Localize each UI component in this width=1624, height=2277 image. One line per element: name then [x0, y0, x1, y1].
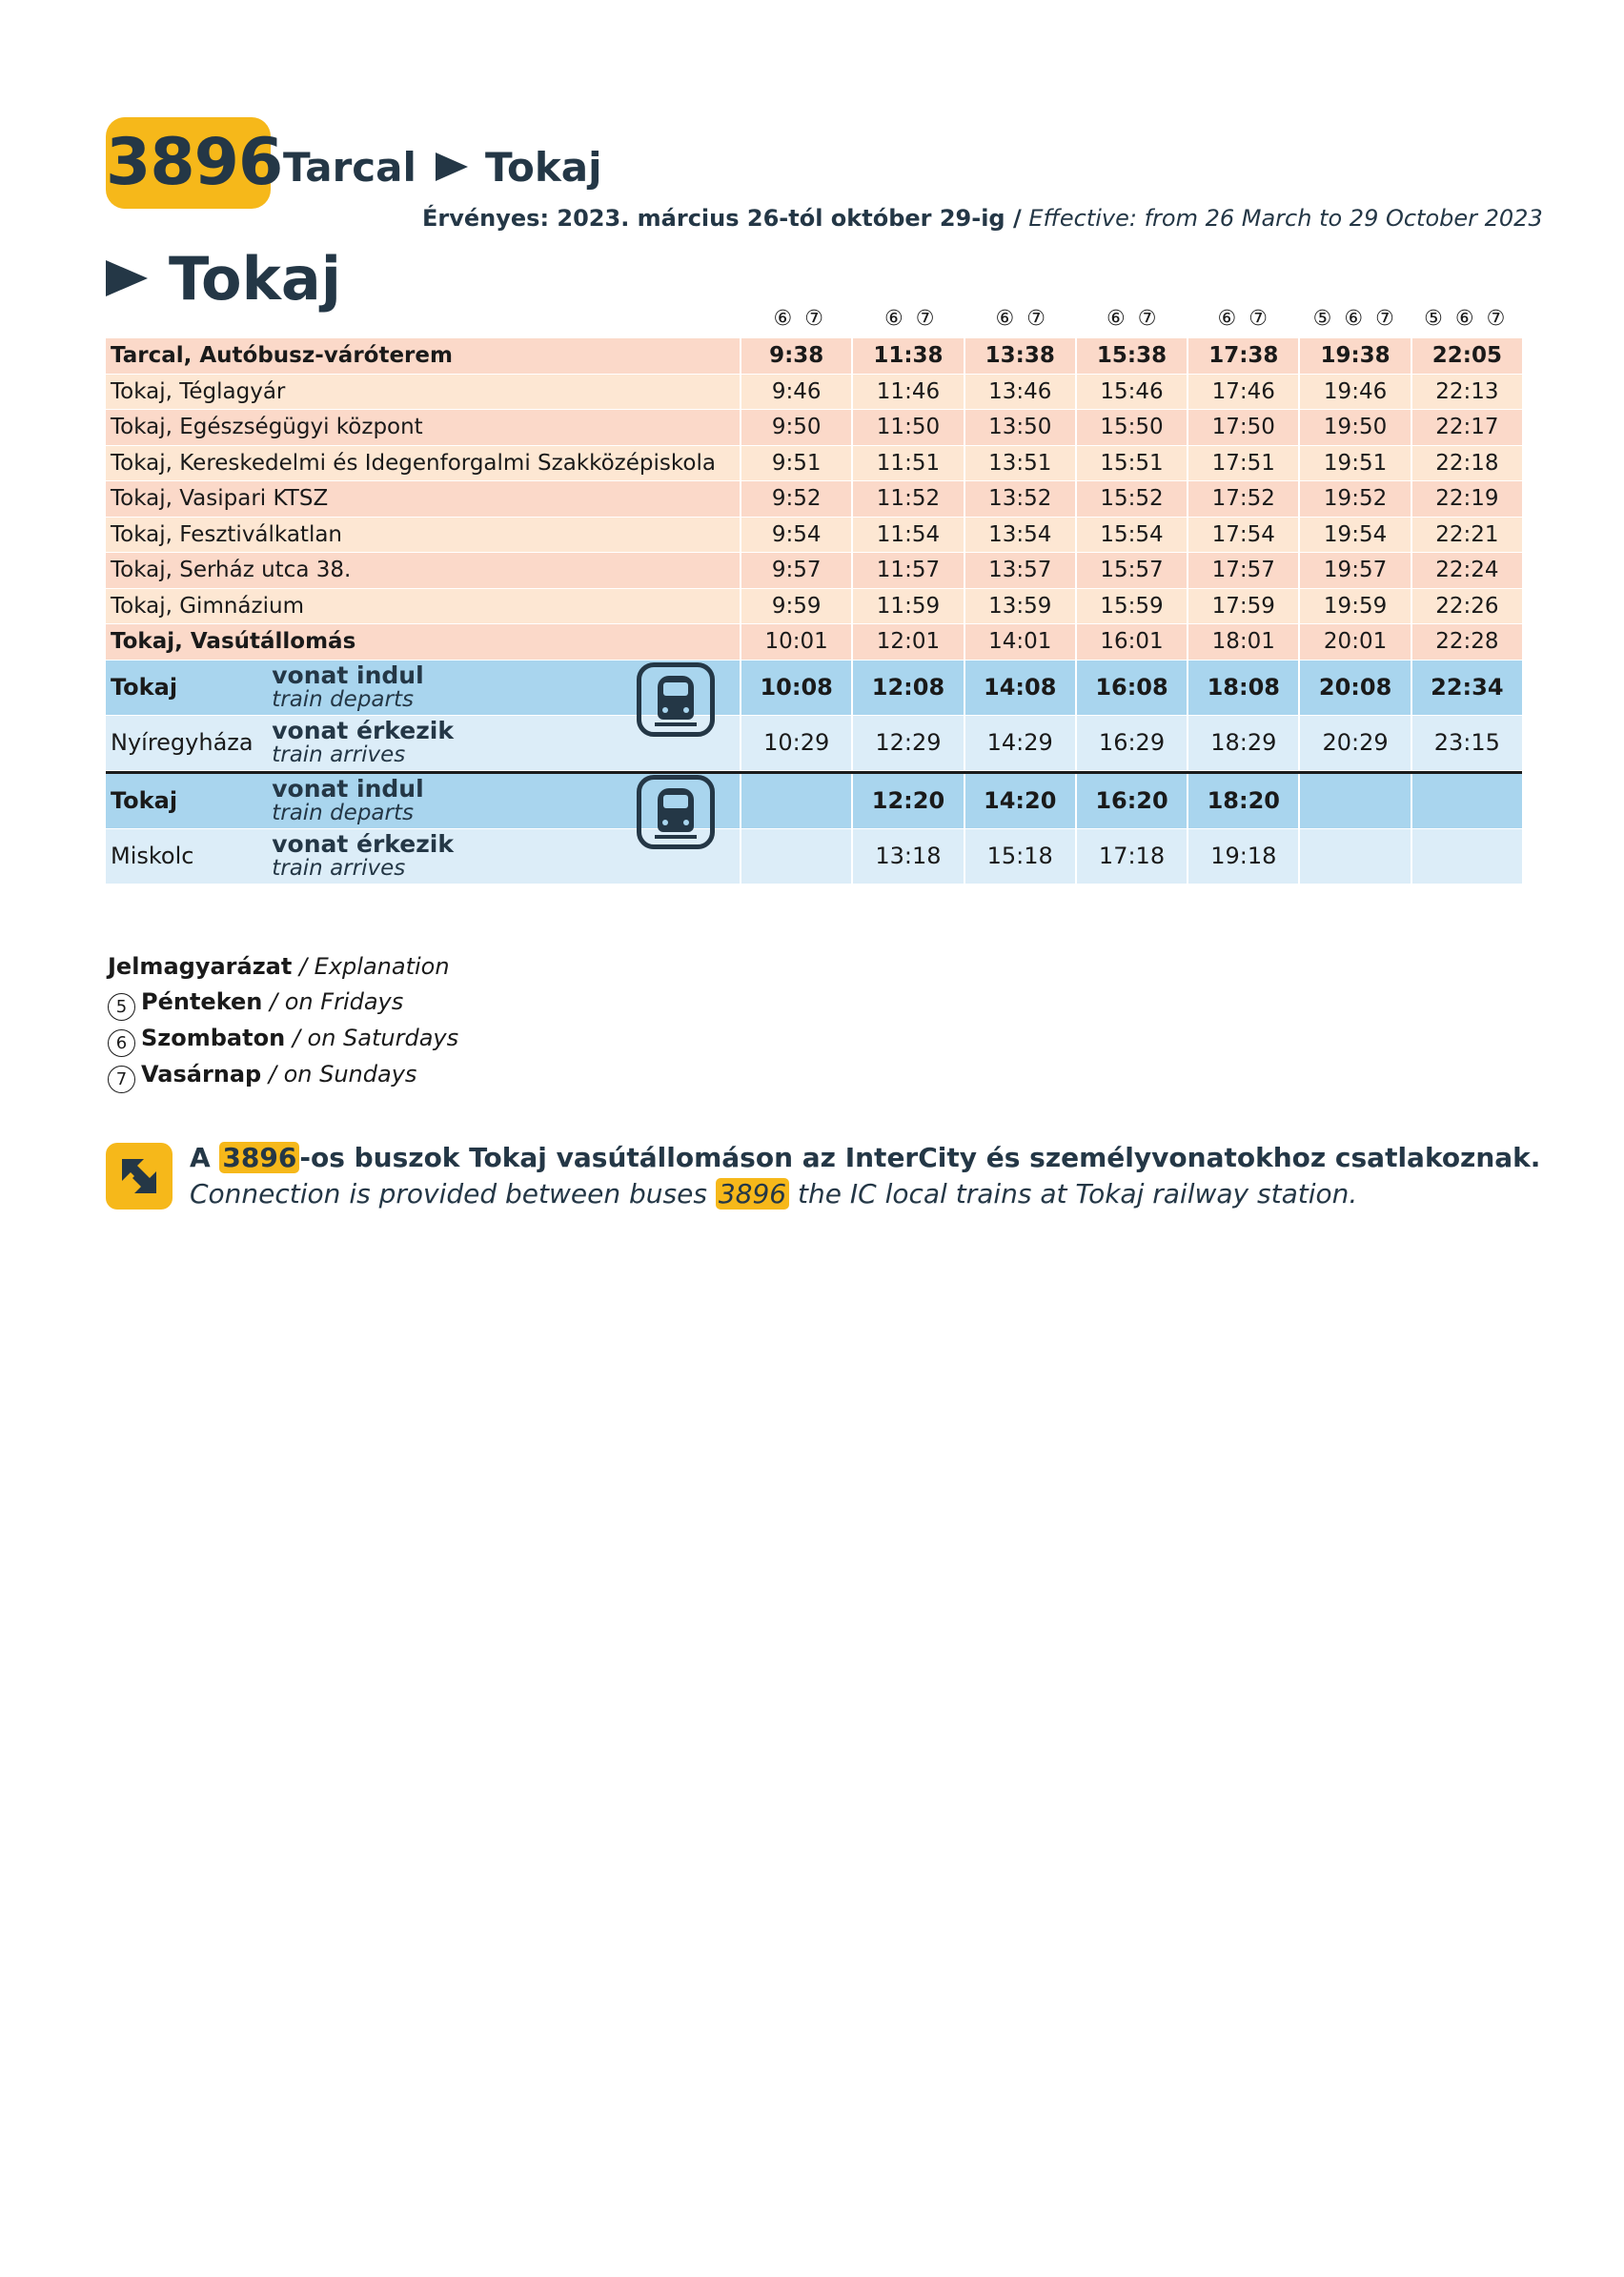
- departure-time: 19:57: [1298, 553, 1410, 588]
- train-time: [1298, 774, 1410, 828]
- departure-time: 17:51: [1187, 446, 1298, 481]
- departure-time: 19:59: [1298, 589, 1410, 624]
- train-time: 10:29: [740, 716, 851, 770]
- departure-time: 10:01: [740, 624, 851, 660]
- departure-time: 15:51: [1075, 446, 1187, 481]
- train-time: [1411, 774, 1522, 828]
- stop-name: Tokaj, Gimnázium: [111, 593, 304, 619]
- train-departs-label: vonat indul train departs: [272, 775, 424, 825]
- operating-days: ⑤ ⑥ ⑦: [1424, 307, 1509, 331]
- departure-time: 17:54: [1187, 518, 1298, 553]
- train-station: Tokaj: [111, 673, 178, 701]
- legend-item: 7 Vasárnap / on Sundays: [108, 1057, 458, 1093]
- departure-time: 19:38: [1298, 338, 1410, 374]
- train-time: 10:08: [740, 661, 851, 715]
- departure-time: 9:50: [740, 410, 851, 445]
- train-time: 20:29: [1298, 716, 1410, 770]
- departure-time: 13:38: [964, 338, 1075, 374]
- departure-time: 17:57: [1187, 553, 1298, 588]
- route-destination: Tokaj: [484, 143, 602, 191]
- train-time: [740, 774, 851, 828]
- departure-time: 15:52: [1075, 481, 1187, 517]
- departure-time: 13:59: [964, 589, 1075, 624]
- train-time: 15:18: [964, 829, 1075, 884]
- legend: [108, 949, 458, 1093]
- departure-time: 17:50: [1187, 410, 1298, 445]
- train-time: 17:18: [1075, 829, 1187, 884]
- departure-time: 18:01: [1187, 624, 1298, 660]
- departure-time: 9:51: [740, 446, 851, 481]
- stop-row: [106, 481, 1522, 518]
- train-arrival-row: [106, 716, 1522, 771]
- train-station: Tokaj: [111, 786, 178, 814]
- route-title: [283, 138, 602, 195]
- validity-en: Effective: from 26 March to 29 October 2023: [1028, 205, 1543, 232]
- route-number-badge: 3896: [106, 117, 271, 209]
- train-time: 16:08: [1075, 661, 1187, 715]
- stop-row: [106, 589, 1522, 625]
- validity-hu: Érvényes: 2023. március 26-tól október 29-ig /: [422, 205, 1022, 232]
- train-time: 18:20: [1187, 774, 1298, 828]
- train-time: [1298, 829, 1410, 884]
- legend-title: Jelmagyarázat / Explanation: [108, 953, 450, 980]
- departure-time: 16:01: [1075, 624, 1187, 660]
- legend-item: 6 Szombaton / on Saturdays: [108, 1021, 458, 1057]
- train-time: 22:34: [1411, 661, 1522, 715]
- stop-row: [106, 410, 1522, 446]
- departure-time: 15:50: [1075, 410, 1187, 445]
- departure-time: 22:05: [1411, 338, 1522, 374]
- operating-days: ⑥ ⑦: [884, 307, 938, 331]
- departure-time: 11:46: [851, 375, 963, 410]
- departure-time: 15:46: [1075, 375, 1187, 410]
- departure-time: 13:51: [964, 446, 1075, 481]
- train-departure-row: [106, 661, 1522, 716]
- departure-time: 11:59: [851, 589, 963, 624]
- day-number-symbol: 7: [108, 1066, 135, 1093]
- departure-time: 13:54: [964, 518, 1075, 553]
- departure-time: 14:01: [964, 624, 1075, 660]
- operating-days: ⑥ ⑦: [995, 307, 1048, 331]
- stop-row: [106, 624, 1522, 661]
- departure-time: 13:57: [964, 553, 1075, 588]
- departure-time: 19:52: [1298, 481, 1410, 517]
- departure-time: 13:46: [964, 375, 1075, 410]
- legend-item: 5 Pénteken / on Fridays: [108, 985, 458, 1021]
- operating-days: ⑥ ⑦: [1217, 307, 1270, 331]
- direction-title: [106, 240, 341, 316]
- departure-time: 15:59: [1075, 589, 1187, 624]
- stop-name: Tokaj, Fesztiválkatlan: [111, 521, 343, 547]
- operating-days: ⑥ ⑦: [1106, 307, 1160, 331]
- departure-time: 22:28: [1411, 624, 1522, 660]
- departure-time: 15:57: [1075, 553, 1187, 588]
- route-origin: Tarcal: [283, 143, 416, 191]
- train-time: 20:08: [1298, 661, 1410, 715]
- departure-time: 22:24: [1411, 553, 1522, 588]
- train-time: 12:29: [851, 716, 963, 770]
- departure-time: 22:19: [1411, 481, 1522, 517]
- departure-time: 9:59: [740, 589, 851, 624]
- departure-time: 19:54: [1298, 518, 1410, 553]
- stop-name: Tokaj, Egészségügyi központ: [111, 415, 423, 439]
- train-icon: [637, 662, 715, 737]
- play-arrow-icon: [106, 260, 148, 296]
- train-time: 12:20: [851, 774, 963, 828]
- departure-time: 11:38: [851, 338, 963, 374]
- departure-time: 22:18: [1411, 446, 1522, 481]
- train-icon: [637, 775, 715, 849]
- departure-time: 22:17: [1411, 410, 1522, 445]
- departure-time: 9:57: [740, 553, 851, 588]
- connection-note: [190, 1140, 1540, 1212]
- departure-time: 22:21: [1411, 518, 1522, 553]
- train-departure-row: [106, 774, 1522, 829]
- stop-name: Tokaj, Kereskedelmi és Idegenforgalmi Szakközépiskola: [111, 450, 716, 476]
- train-time: 16:29: [1075, 716, 1187, 770]
- operating-days-row: [744, 307, 1522, 335]
- train-arrives-label: vonat érkezik train arrives: [272, 717, 454, 767]
- departure-time: 20:01: [1298, 624, 1410, 660]
- train-time: 14:29: [964, 716, 1075, 770]
- train-time: 18:29: [1187, 716, 1298, 770]
- departure-time: 11:57: [851, 553, 963, 588]
- departure-time: 17:52: [1187, 481, 1298, 517]
- departure-time: 9:52: [740, 481, 851, 517]
- connection-note-en: Connection is provided between buses 3896 the IC local trains at Tokaj railway station.: [190, 1178, 1358, 1210]
- departure-time: 19:50: [1298, 410, 1410, 445]
- train-time: 12:08: [851, 661, 963, 715]
- departure-time: 19:51: [1298, 446, 1410, 481]
- departure-time: 11:51: [851, 446, 963, 481]
- stop-name: Tokaj, Serház utca 38.: [111, 558, 352, 582]
- day-number-symbol: 5: [108, 993, 135, 1021]
- train-station: Nyíregyháza: [111, 728, 254, 756]
- departure-time: 11:52: [851, 481, 963, 517]
- train-time: 14:20: [964, 774, 1075, 828]
- departure-time: 13:50: [964, 410, 1075, 445]
- train-station: Miskolc: [111, 842, 194, 869]
- departure-time: 11:50: [851, 410, 963, 445]
- operating-days: ⑥ ⑦: [773, 307, 826, 331]
- route-highlight: 3896: [716, 1178, 789, 1210]
- train-time: 14:08: [964, 661, 1075, 715]
- departure-time: 15:54: [1075, 518, 1187, 553]
- train-arrival-row: [106, 829, 1522, 884]
- stop-row: [106, 518, 1522, 554]
- departure-time: 9:38: [740, 338, 851, 374]
- connection-note-hu: A 3896 -os buszok Tokaj vasútállomáson az InterCity és személyvonatokhoz csatlakoznak.: [190, 1142, 1541, 1173]
- stop-row: [106, 553, 1522, 589]
- day-number-symbol: 6: [108, 1029, 135, 1057]
- departure-time: 11:54: [851, 518, 963, 553]
- validity-line: [422, 205, 1543, 232]
- departure-time: 17:59: [1187, 589, 1298, 624]
- departure-time: 15:38: [1075, 338, 1187, 374]
- stop-name: Tarcal, Autóbusz-váróterem: [111, 343, 453, 368]
- train-time: [1411, 829, 1522, 884]
- departure-time: 19:46: [1298, 375, 1410, 410]
- departure-time: 13:52: [964, 481, 1075, 517]
- train-time: 16:20: [1075, 774, 1187, 828]
- stop-name: Tokaj, Vasútállomás: [111, 629, 356, 654]
- departure-time: 22:13: [1411, 375, 1522, 410]
- train-time: 19:18: [1187, 829, 1298, 884]
- stop-row: [106, 375, 1522, 411]
- route-highlight: 3896: [219, 1142, 299, 1173]
- stop-name: Tokaj, Vasipari KTSZ: [111, 486, 329, 511]
- departure-time: 17:46: [1187, 375, 1298, 410]
- operating-days: ⑤ ⑥ ⑦: [1312, 307, 1397, 331]
- direction-name: Tokaj: [169, 243, 341, 314]
- train-time: 23:15: [1411, 716, 1522, 770]
- connection-arrows-icon: [106, 1143, 173, 1210]
- train-departs-label: vonat indul train departs: [272, 661, 424, 712]
- departure-time: 9:54: [740, 518, 851, 553]
- stop-row: [106, 338, 1522, 375]
- train-arrives-label: vonat érkezik train arrives: [272, 830, 454, 881]
- play-arrow-icon: [436, 152, 468, 181]
- departure-time: 9:46: [740, 375, 851, 410]
- train-time: [740, 829, 851, 884]
- train-time: 18:08: [1187, 661, 1298, 715]
- stop-row: [106, 446, 1522, 482]
- departure-time: 12:01: [851, 624, 963, 660]
- timetable-table: [106, 338, 1522, 884]
- train-time: 13:18: [851, 829, 963, 884]
- departure-time: 17:38: [1187, 338, 1298, 374]
- departure-time: 22:26: [1411, 589, 1522, 624]
- stop-name: Tokaj, Téglagyár: [111, 378, 286, 404]
